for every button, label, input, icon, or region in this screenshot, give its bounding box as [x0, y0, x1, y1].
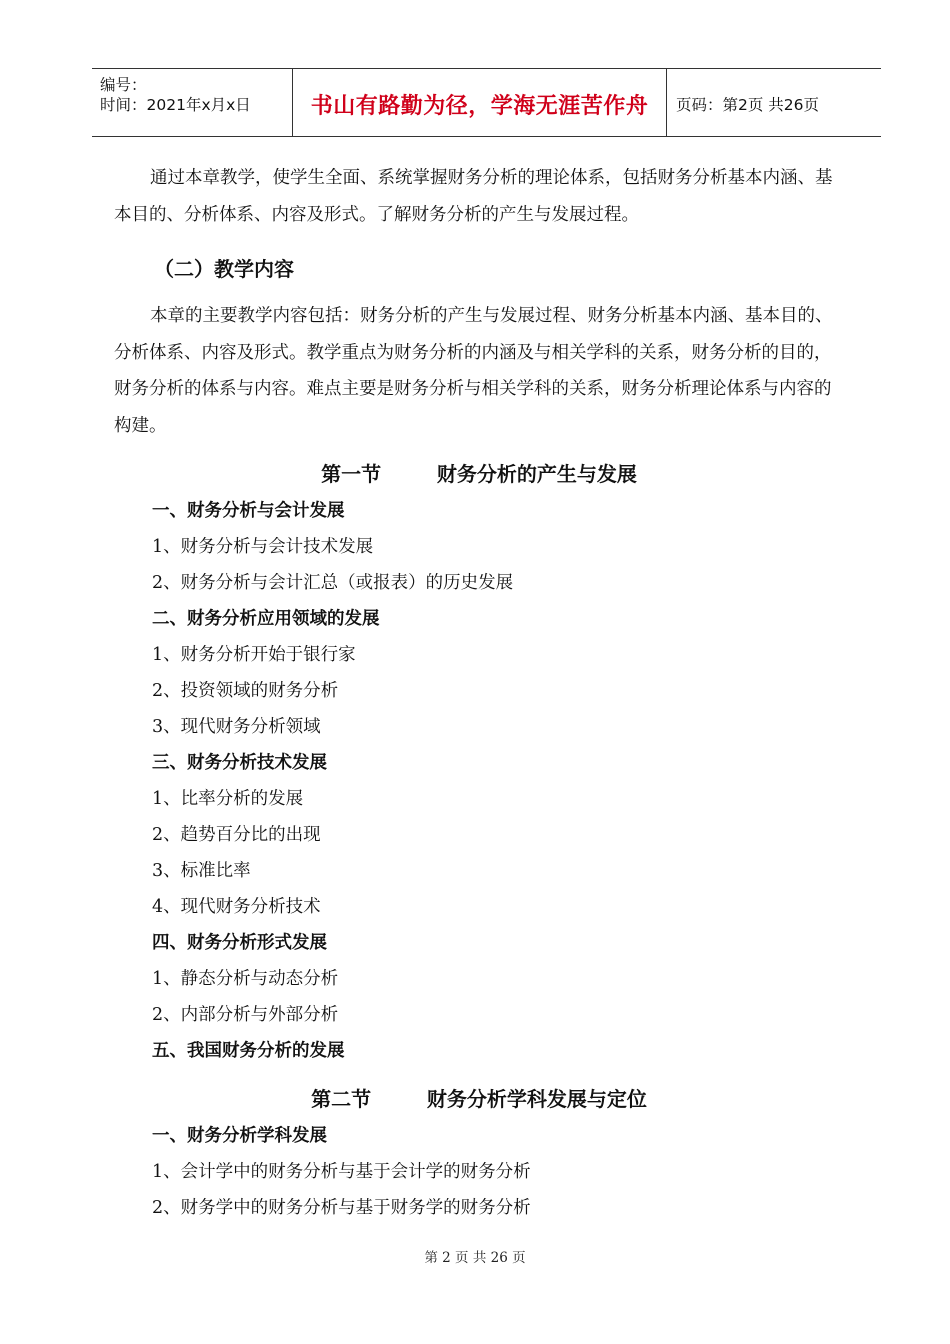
heading-s1-5: 五、我国财务分析的发展 — [152, 1041, 345, 1061]
heading-s1-3: 三、财务分析技术发展 — [152, 753, 327, 773]
list-item: 2、投资领域的财务分析 — [152, 681, 339, 701]
subsection-title: （二）教学内容 — [154, 257, 294, 281]
header-meta-cell — [92, 69, 292, 136]
page-header — [92, 68, 881, 137]
page-footer: 第 2 页 共 26 页 — [424, 1250, 526, 1266]
list-item: 2、财务学中的财务分析与基于财务学的财务分析 — [152, 1198, 531, 1218]
list-item: 1、财务分析与会计技术发展 — [152, 537, 374, 557]
list-item: 3、标准比率 — [152, 861, 251, 881]
intro-paragraph: 通过本章教学，使学生全面、系统掌握财务分析的理论体系，包括财务分析基本内涵、基本目的、分析体系、内容及形式。了解财务分析的产生与发展过程。 — [114, 168, 833, 225]
list-item: 1、比率分析的发展 — [152, 789, 304, 809]
list-item: 3、现代财务分析领域 — [152, 717, 321, 737]
list-item: 1、财务分析开始于银行家 — [152, 645, 356, 665]
number-label: 编号： — [100, 76, 147, 94]
header-page-info: 页码：第2页 共26页 — [676, 96, 820, 114]
header-motto-cell — [292, 69, 667, 136]
content-paragraph: 本章的主要教学内容包括：财务分析的产生与发展过程、财务分析基本内涵、基本目的、分析体系、内容及形式。教学重点为财务分析的内涵及与相关学科的关系，财务分析的目的，财务分析的体系与内容。难点主要是财务分析与相关学科的关系，财务分析理论体系与内容的构建。 — [114, 306, 833, 436]
document-body — [114, 160, 844, 1226]
heading-s1-4: 四、财务分析形式发展 — [152, 933, 327, 953]
heading-s1-1: 一、财务分析与会计发展 — [152, 501, 345, 521]
list-item: 1、静态分析与动态分析 — [152, 969, 339, 989]
list-item: 2、内部分析与外部分析 — [152, 1005, 339, 1025]
header-motto: 书山有路勤为径，学海无涯苦作舟 — [310, 94, 649, 119]
list-item: 2、趋势百分比的出现 — [152, 825, 321, 845]
list-item: 1、会计学中的财务分析与基于会计学的财务分析 — [152, 1162, 531, 1182]
section-title-2: 第二节 财务分析学科发展与定位 — [311, 1087, 647, 1111]
time-label: 时间：2021年x月x日 — [100, 96, 251, 114]
section-title-1: 第一节 财务分析的产生与发展 — [321, 462, 637, 486]
heading-s2-1: 一、财务分析学科发展 — [152, 1126, 327, 1146]
header-page-cell — [666, 69, 881, 136]
heading-s1-2: 二、财务分析应用领域的发展 — [152, 609, 380, 629]
list-item: 4、现代财务分析技术 — [152, 897, 321, 917]
list-item: 2、财务分析与会计汇总（或报表）的历史发展 — [152, 573, 514, 593]
